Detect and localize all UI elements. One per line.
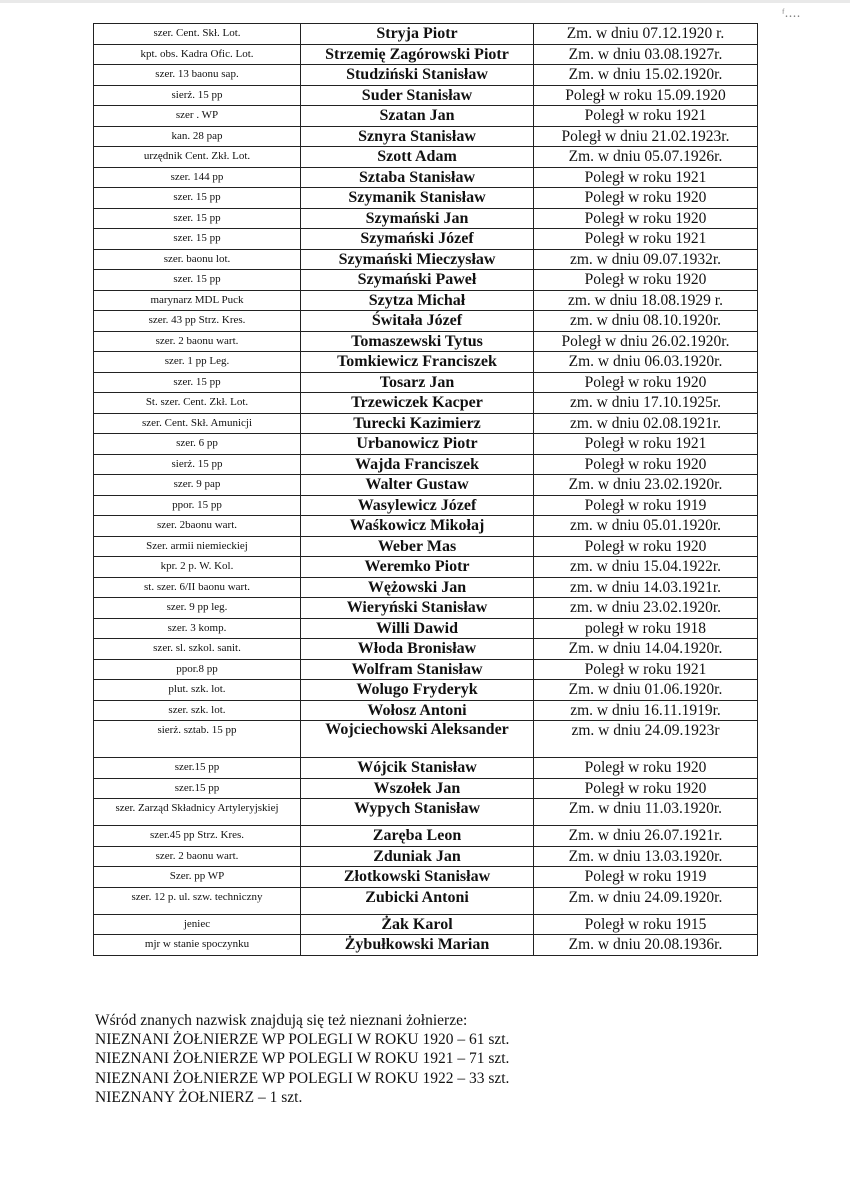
rank-cell: kpr. 2 p. W. Kol. xyxy=(94,557,301,578)
table-row xyxy=(94,680,758,701)
table-row xyxy=(94,434,758,455)
rank-cell: szer.15 pp xyxy=(94,758,301,779)
rank-cell: szer. szk. lot. xyxy=(94,700,301,721)
rank-cell: szer. 15 pp xyxy=(94,229,301,250)
date-cell: Zm. w dniu 07.12.1920 r. xyxy=(534,24,758,45)
date-cell: Poległ w roku 1920 xyxy=(534,372,758,393)
table-row xyxy=(94,106,758,127)
table-row xyxy=(94,618,758,639)
rank-cell: szer. Zarząd Składnicy Artyleryjskiej xyxy=(94,799,301,826)
table-row xyxy=(94,598,758,619)
date-cell: zm. w dniu 17.10.1925r. xyxy=(534,393,758,414)
rank-cell: szer. 1 pp Leg. xyxy=(94,352,301,373)
rank-cell: ppor. 15 pp xyxy=(94,495,301,516)
table-row xyxy=(94,577,758,598)
table-row xyxy=(94,758,758,779)
date-cell: Zm. w dniu 20.08.1936r. xyxy=(534,935,758,956)
name-cell: Tosarz Jan xyxy=(301,372,534,393)
date-cell: zm. w dniu 02.08.1921r. xyxy=(534,413,758,434)
rank-cell: szer. 15 pp xyxy=(94,188,301,209)
rank-cell: szer. Cent. Skł. Lot. xyxy=(94,24,301,45)
table-row xyxy=(94,188,758,209)
name-cell: Tomaszewski Tytus xyxy=(301,331,534,352)
table-row xyxy=(94,167,758,188)
table-row xyxy=(94,229,758,250)
name-cell: Wieryński Stanisław xyxy=(301,598,534,619)
name-cell: Wołosz Antoni xyxy=(301,700,534,721)
date-cell: Poległ w roku 1921 xyxy=(534,434,758,455)
table-row xyxy=(94,147,758,168)
name-cell: Wajda Franciszek xyxy=(301,454,534,475)
rank-cell: jeniec xyxy=(94,914,301,935)
name-cell: Szymański Paweł xyxy=(301,270,534,291)
date-cell: Poległ w roku 1920 xyxy=(534,188,758,209)
date-cell: Zm. w dniu 05.07.1926r. xyxy=(534,147,758,168)
date-cell: Poległ w roku 1919 xyxy=(534,867,758,888)
page-top-edge xyxy=(0,0,850,3)
date-cell: zm. w dniu 05.01.1920r. xyxy=(534,516,758,537)
table-row xyxy=(94,914,758,935)
note-line-1921: NIEZNANI ŻOŁNIERZE WP POLEGLI W ROKU 1921 – 71 szt. xyxy=(95,1050,510,1068)
rank-cell: kan. 28 pap xyxy=(94,126,301,147)
name-cell: Wojciechowski Aleksander xyxy=(301,721,534,758)
rank-cell: szer . WP xyxy=(94,106,301,127)
table-row xyxy=(94,208,758,229)
name-cell: Wężowski Jan xyxy=(301,577,534,598)
name-cell: Złotkowski Stanisław xyxy=(301,867,534,888)
date-cell: Zm. w dniu 15.02.1920r. xyxy=(534,65,758,86)
rank-cell: marynarz MDL Puck xyxy=(94,290,301,311)
rank-cell: szer. baonu lot. xyxy=(94,249,301,270)
name-cell: Strzemię Zagórowski Piotr xyxy=(301,44,534,65)
name-cell: Wolugo Fryderyk xyxy=(301,680,534,701)
date-cell: zm. w dniu 09.07.1932r. xyxy=(534,249,758,270)
name-cell: Suder Stanisław xyxy=(301,85,534,106)
rank-cell: szer. 2 baonu wart. xyxy=(94,331,301,352)
table-row xyxy=(94,778,758,799)
rank-cell: st. szer. 6/II baonu wart. xyxy=(94,577,301,598)
rank-cell: szer. 3 komp. xyxy=(94,618,301,639)
rank-cell: Szer. armii niemieckiej xyxy=(94,536,301,557)
rank-cell: szer. sl. szkol. sanit. xyxy=(94,639,301,660)
rank-cell: szer. 12 p. ul. szw. techniczny xyxy=(94,887,301,914)
name-cell: Wasylewicz Józef xyxy=(301,495,534,516)
table-row xyxy=(94,65,758,86)
date-cell: Poległ w dniu 21.02.1923r. xyxy=(534,126,758,147)
date-cell: Poległ w roku 1920 xyxy=(534,454,758,475)
date-cell: zm. w dniu 16.11.1919r. xyxy=(534,700,758,721)
rank-cell: szer. 144 pp xyxy=(94,167,301,188)
table-row xyxy=(94,44,758,65)
date-cell: Zm. w dniu 03.08.1927r. xyxy=(534,44,758,65)
name-cell: Wszołek Jan xyxy=(301,778,534,799)
name-cell: Sznyra Stanisław xyxy=(301,126,534,147)
date-cell: Poległ w dniu 26.02.1920r. xyxy=(534,331,758,352)
date-cell: Poległ w roku 1915 xyxy=(534,914,758,935)
unknown-soldiers-note xyxy=(95,1011,509,1107)
date-cell: poległ w roku 1918 xyxy=(534,618,758,639)
name-cell: Studziński Stanisław xyxy=(301,65,534,86)
date-cell: zm. w dniu 15.04.1922r. xyxy=(534,557,758,578)
date-cell: Poległ w roku 1920 xyxy=(534,778,758,799)
date-cell: Zm. w dniu 24.09.1920r. xyxy=(534,887,758,914)
date-cell: Zm. w dniu 11.03.1920r. xyxy=(534,799,758,826)
name-cell: Zubicki Antoni xyxy=(301,887,534,914)
name-cell: Szatan Jan xyxy=(301,106,534,127)
table-row xyxy=(94,126,758,147)
name-cell: Szytza Michał xyxy=(301,290,534,311)
rank-cell: szer. 13 baonu sap. xyxy=(94,65,301,86)
name-cell: Świtała Józef xyxy=(301,311,534,332)
table-row xyxy=(94,867,758,888)
date-cell: Zm. w dniu 13.03.1920r. xyxy=(534,846,758,867)
name-cell: Żak Karol xyxy=(301,914,534,935)
rank-cell: sierż. 15 pp xyxy=(94,454,301,475)
name-cell: Weber Mas xyxy=(301,536,534,557)
table-row xyxy=(94,826,758,847)
burial-register-table xyxy=(93,23,758,956)
date-cell: zm. w dniu 08.10.1920r. xyxy=(534,311,758,332)
name-cell: Szott Adam xyxy=(301,147,534,168)
name-cell: Zaręba Leon xyxy=(301,826,534,847)
rank-cell: szer. 6 pp xyxy=(94,434,301,455)
table-row xyxy=(94,311,758,332)
date-cell: zm. w dniu 18.08.1929 r. xyxy=(534,290,758,311)
date-cell: zm. w dniu 24.09.1923r xyxy=(534,721,758,758)
name-cell: Wójcik Stanisław xyxy=(301,758,534,779)
name-cell: Wypych Stanisław xyxy=(301,799,534,826)
table-row xyxy=(94,290,758,311)
table-row xyxy=(94,700,758,721)
rank-cell: szer.15 pp xyxy=(94,778,301,799)
name-cell: Turecki Kazimierz xyxy=(301,413,534,434)
rank-cell: szer.45 pp Strz. Kres. xyxy=(94,826,301,847)
rank-cell: szer. 2baonu wart. xyxy=(94,516,301,537)
rank-cell: ppor.8 pp xyxy=(94,659,301,680)
name-cell: Tomkiewicz Franciszek xyxy=(301,352,534,373)
date-cell: Poległ w roku 1921 xyxy=(534,229,758,250)
date-cell: Zm. w dniu 06.03.1920r. xyxy=(534,352,758,373)
table-row xyxy=(94,352,758,373)
table-row xyxy=(94,270,758,291)
rank-cell: sierż. 15 pp xyxy=(94,85,301,106)
name-cell: Sztaba Stanisław xyxy=(301,167,534,188)
rank-cell: plut. szk. lot. xyxy=(94,680,301,701)
rank-cell: urzędnik Cent. Zkł. Lot. xyxy=(94,147,301,168)
rank-cell: sierż. sztab. 15 pp xyxy=(94,721,301,758)
note-intro: Wśród znanych nazwisk znajdują się też nieznani żołnierze: xyxy=(95,1012,468,1029)
name-cell: Szymański Mieczysław xyxy=(301,249,534,270)
name-cell: Walter Gustaw xyxy=(301,475,534,496)
table-row xyxy=(94,846,758,867)
date-cell: Zm. w dniu 23.02.1920r. xyxy=(534,475,758,496)
note-line-1920: NIEZNANI ŻOŁNIERZE WP POLEGLI W ROKU 1920 – 61 szt. xyxy=(95,1031,510,1049)
name-cell: Szymański Jan xyxy=(301,208,534,229)
rank-cell: mjr w stanie spoczynku xyxy=(94,935,301,956)
table-row xyxy=(94,639,758,660)
rank-cell: szer. 2 baonu wart. xyxy=(94,846,301,867)
name-cell: Urbanowicz Piotr xyxy=(301,434,534,455)
table-row xyxy=(94,413,758,434)
table-row xyxy=(94,475,758,496)
name-cell: Wolfram Stanisław xyxy=(301,659,534,680)
table-row xyxy=(94,516,758,537)
table-row xyxy=(94,372,758,393)
name-cell: Trzewiczek Kacper xyxy=(301,393,534,414)
table-row xyxy=(94,24,758,45)
register-body xyxy=(94,24,758,956)
name-cell: Willi Dawid xyxy=(301,618,534,639)
table-row xyxy=(94,659,758,680)
rank-cell: St. szer. Cent. Zkł. Lot. xyxy=(94,393,301,414)
name-cell: Weremko Piotr xyxy=(301,557,534,578)
date-cell: Zm. w dniu 26.07.1921r. xyxy=(534,826,758,847)
date-cell: Poległ w roku 1920 xyxy=(534,270,758,291)
date-cell: Poległ w roku 1920 xyxy=(534,536,758,557)
table-row xyxy=(94,721,758,758)
date-cell: Poległ w roku 1921 xyxy=(534,659,758,680)
rank-cell: Szer. pp WP xyxy=(94,867,301,888)
table-row xyxy=(94,85,758,106)
name-cell: Żybułkowski Marian xyxy=(301,935,534,956)
table-row xyxy=(94,495,758,516)
rank-cell: szer. Cent. Skł. Amunicji xyxy=(94,413,301,434)
date-cell: Poległ w roku 1919 xyxy=(534,495,758,516)
name-cell: Waśkowicz Mikołaj xyxy=(301,516,534,537)
table-row xyxy=(94,887,758,914)
date-cell: zm. w dniu 14.03.1921r. xyxy=(534,577,758,598)
corner-scan-mark: ᶠ‥‥ xyxy=(782,6,801,20)
table-row xyxy=(94,536,758,557)
name-cell: Szymański Józef xyxy=(301,229,534,250)
rank-cell: kpt. obs. Kadra Ofic. Lot. xyxy=(94,44,301,65)
date-cell: Poległ w roku 15.09.1920 xyxy=(534,85,758,106)
name-cell: Zduniak Jan xyxy=(301,846,534,867)
name-cell: Włoda Bronisław xyxy=(301,639,534,660)
date-cell: Zm. w dniu 14.04.1920r. xyxy=(534,639,758,660)
date-cell: zm. w dniu 23.02.1920r. xyxy=(534,598,758,619)
date-cell: Zm. w dniu 01.06.1920r. xyxy=(534,680,758,701)
table-row xyxy=(94,454,758,475)
note-line-unknown: NIEZNANY ŻOŁNIERZ – 1 szt. xyxy=(95,1088,303,1106)
table-row xyxy=(94,249,758,270)
date-cell: Poległ w roku 1920 xyxy=(534,758,758,779)
table-row xyxy=(94,557,758,578)
date-cell: Poległ w roku 1921 xyxy=(534,106,758,127)
rank-cell: szer. 15 pp xyxy=(94,270,301,291)
rank-cell: szer. 43 pp Strz. Kres. xyxy=(94,311,301,332)
rank-cell: szer. 15 pp xyxy=(94,208,301,229)
name-cell: Stryja Piotr xyxy=(301,24,534,45)
table-row xyxy=(94,393,758,414)
table-row xyxy=(94,331,758,352)
note-line-1922: NIEZNANI ŻOŁNIERZE WP POLEGLI W ROKU 1922 – 33 szt. xyxy=(95,1069,510,1087)
rank-cell: szer. 9 pap xyxy=(94,475,301,496)
date-cell: Poległ w roku 1920 xyxy=(534,208,758,229)
date-cell: Poległ w roku 1921 xyxy=(534,167,758,188)
rank-cell: szer. 15 pp xyxy=(94,372,301,393)
table-row xyxy=(94,799,758,826)
table-row xyxy=(94,935,758,956)
name-cell: Szymanik Stanisław xyxy=(301,188,534,209)
rank-cell: szer. 9 pp leg. xyxy=(94,598,301,619)
